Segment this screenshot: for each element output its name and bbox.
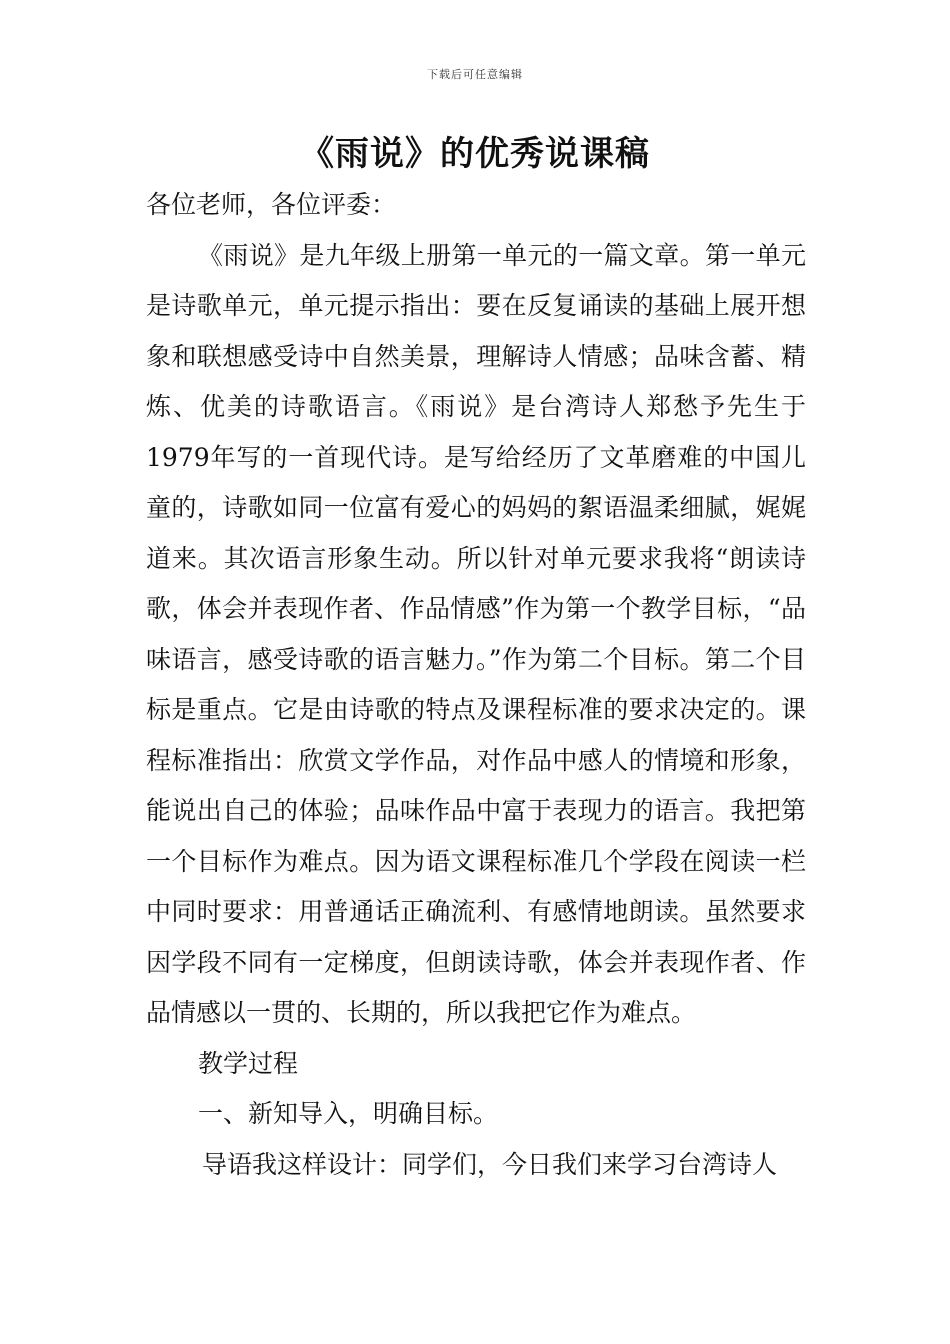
section-heading-teaching-process: 教学过程 bbox=[198, 1048, 299, 1078]
header-note: 下载后可任意编辑 bbox=[427, 68, 523, 81]
salutation: 各位老师，各位评委： bbox=[146, 190, 397, 219]
section-heading-step-one: 一、新知导入，明确目标。 bbox=[198, 1099, 499, 1128]
document-body bbox=[146, 180, 806, 1190]
body-paragraph-intro: 导语我这样设计：同学们，今日我们来学习台湾诗人 bbox=[202, 1149, 778, 1179]
body-paragraph: 《雨说》是九年级上册第一单元的一篇文章。第一单元是诗歌单元，单元提示指出：要在反复诵读的基础上展开想象和联想感受诗中自然美景，理解诗人情感；品味含蓄、精炼、优美的诗歌语言。《雨说》是台湾诗人郑愁予先生于1979年写的一首现代诗。是写给经历了文革磨难的中国儿童的，诗歌如同一位富有爱心的妈妈的絮语温柔细腻，娓娓道来。其次语言形象生动。所以针对单元要求我将“朗读诗歌，体会并表现作者、作品情感”作为第一个教学目标，“品味语言，感受诗歌的语言魅力。”作为第二个目标。第二个目标是重点。它是由诗歌的特点及课程标准的要求决定的。课程标准指出：欣赏文学作品，对作品中感人的情境和形象，能说出自己的体验；品味作品中富于表现力的语言。我把第一个目标作为难点。因为语文课程标准几个学段在阅读一栏中同时要求：用普通话正确流利、有感情地朗读。虽然要求因学段不同有一定梯度，但朗读诗歌，体会并表现作者、作品情感以一贯的、长期的，所以我把它作为难点。 bbox=[146, 240, 806, 1027]
document-title: 《雨说》的优秀说课稿 bbox=[300, 134, 650, 174]
